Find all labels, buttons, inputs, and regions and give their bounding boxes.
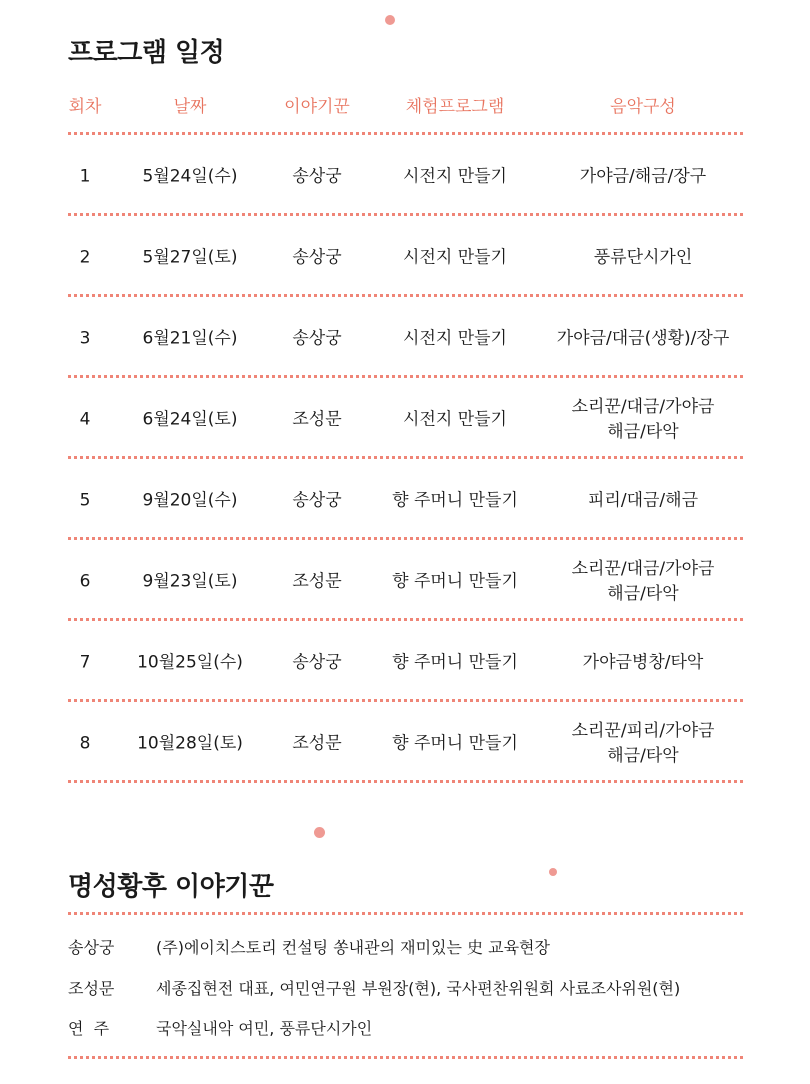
cell-round: 5	[79, 490, 91, 511]
cell-music	[572, 719, 715, 769]
cell-storyteller: 조성문	[292, 733, 342, 754]
cell-storyteller: 송상궁	[292, 652, 342, 673]
schedule-row	[68, 623, 743, 703]
cell-date: 6월24일(토)	[142, 409, 238, 430]
schedule-row	[68, 218, 743, 298]
performance-label: 연 주	[68, 1019, 110, 1038]
row-separator	[68, 618, 743, 621]
cell-music	[583, 651, 704, 676]
row-separator	[68, 132, 743, 135]
decorative-dot	[385, 15, 395, 25]
storyteller-name: 조성문	[68, 979, 115, 998]
cell-music	[588, 489, 698, 514]
cell-storyteller: 송상궁	[292, 247, 342, 268]
cell-date: 10월28일(토)	[137, 733, 243, 754]
cell-program: 향 주머니 만들기	[392, 652, 518, 673]
cell-round: 7	[79, 652, 91, 673]
cell-round: 2	[79, 247, 91, 268]
cell-round: 8	[79, 733, 91, 754]
cell-music	[594, 246, 693, 271]
music-line: 소리꾼/대금/가야금	[571, 559, 715, 579]
music-line: 소리꾼/대금/가야금	[571, 397, 715, 417]
cell-storyteller: 송상궁	[292, 328, 342, 349]
cell-date: 6월21일(수)	[142, 328, 238, 349]
music-line: 풍류단시가인	[593, 247, 693, 268]
storyteller-desc: (주)에이치스토리 컨설팅 쏭내관의 재미있는 史 교육현장	[156, 938, 550, 957]
cell-program: 시전지 만들기	[403, 328, 507, 349]
music-line: 소리꾼/피리/가야금	[571, 721, 715, 741]
row-separator	[68, 537, 743, 540]
cell-round: 4	[79, 409, 91, 430]
cell-music	[572, 395, 715, 445]
cell-date: 9월20일(수)	[142, 490, 238, 511]
header-round: 회차	[68, 97, 102, 117]
row-separator	[68, 213, 743, 216]
header-storyteller: 이야기꾼	[284, 97, 350, 117]
cell-round: 3	[79, 328, 91, 349]
header-music: 음악구성	[610, 97, 676, 117]
music-line: 피리/대금/해금	[588, 490, 698, 511]
cell-music	[557, 327, 730, 352]
schedule-row	[68, 299, 743, 379]
storyteller-name: 송상궁	[68, 938, 115, 957]
music-line: 해금/타악	[607, 746, 679, 766]
cell-storyteller: 송상궁	[292, 490, 342, 511]
cell-music	[572, 557, 715, 607]
decorative-dot	[314, 827, 325, 838]
schedule-row	[68, 137, 743, 217]
cell-date: 9월23일(토)	[142, 571, 238, 592]
music-line: 가야금/대금(생황)/장구	[556, 328, 730, 349]
cell-program: 향 주머니 만들기	[392, 571, 518, 592]
row-separator	[68, 456, 743, 459]
music-line: 해금/타악	[607, 422, 679, 442]
schedule-row	[68, 542, 743, 622]
section-separator	[68, 1056, 743, 1059]
cell-music	[580, 165, 706, 190]
cell-round: 1	[79, 166, 91, 187]
header-program: 체험프로그램	[405, 97, 505, 117]
cell-storyteller: 조성문	[292, 409, 342, 430]
cell-program: 시전지 만들기	[403, 166, 507, 187]
cell-date: 5월24일(수)	[142, 166, 238, 187]
row-separator	[68, 780, 743, 783]
schedule-table-header	[68, 90, 743, 118]
performance-desc: 국악실내악 여민, 풍류단시가인	[156, 1019, 373, 1038]
cell-program: 향 주머니 만들기	[392, 733, 518, 754]
cell-storyteller: 조성문	[292, 571, 342, 592]
storytellers-title: 명성황후 이야기꾼	[68, 872, 274, 902]
header-date: 날짜	[173, 97, 207, 117]
schedule-title: 프로그램 일정	[68, 38, 225, 68]
music-line: 해금/타악	[607, 584, 679, 604]
cell-date: 5월27일(토)	[142, 247, 238, 268]
schedule-row	[68, 380, 743, 460]
cell-program: 시전지 만들기	[403, 247, 507, 268]
storyteller-desc: 세종집현전 대표, 여민연구원 부원장(현), 국사편찬위원회 사료조사위원(현)	[156, 979, 681, 998]
cell-storyteller: 송상궁	[292, 166, 342, 187]
cell-date: 10월25일(수)	[137, 652, 243, 673]
schedule-row	[68, 461, 743, 541]
row-separator	[68, 375, 743, 378]
row-separator	[68, 294, 743, 297]
cell-round: 6	[79, 571, 91, 592]
row-separator	[68, 699, 743, 702]
cell-program: 시전지 만들기	[403, 409, 507, 430]
decorative-dot	[549, 868, 557, 876]
schedule-row	[68, 704, 743, 784]
cell-program: 향 주머니 만들기	[392, 490, 518, 511]
music-line: 가야금/해금/장구	[579, 166, 707, 187]
music-line: 가야금병창/타악	[582, 652, 704, 673]
section-separator	[68, 912, 743, 915]
